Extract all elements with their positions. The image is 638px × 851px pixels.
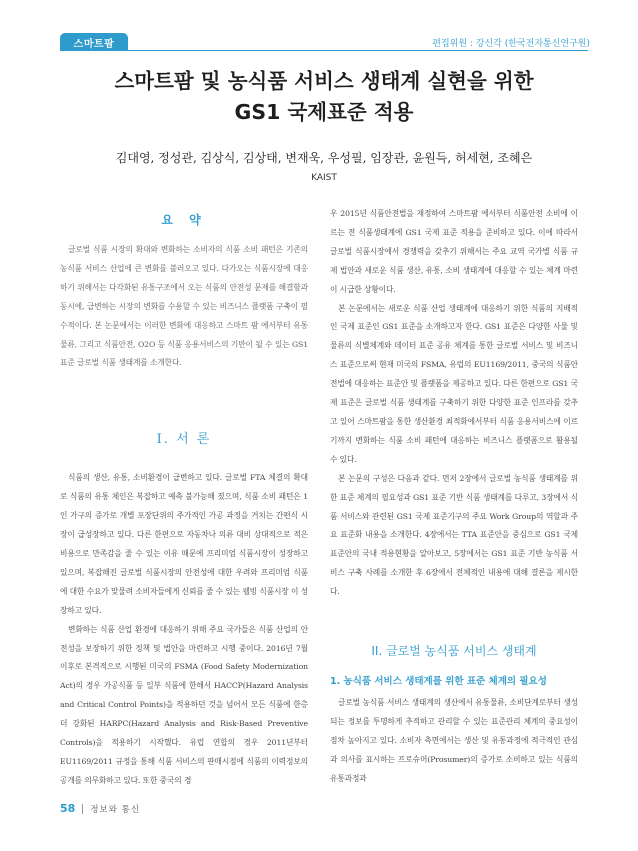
author-list: 김대영, 정성관, 김상식, 김상태, 변재욱, 우성필, 임장관, 윤원득, 허세현, 조혜은 [115, 151, 533, 165]
abstract-heading: 요 약 [161, 213, 207, 227]
body-paragraph: 글로벌 농식품 서비스 생태계의 생산에서 유통물류, 소비단계로부터 생성되는 정보를 투명하게 추적하고 관리할 수 있는 표준관리 체계의 중요성이 점차 높아지고 있다. 소비자 측면에서는 생산 및 유통과정에 적극적인 관심과 의사를 표시하는 프로슈머(Prosumer)의 증가로 소비하고 있는 식품의 유통과정과 [330, 698, 578, 783]
section-1-heading: I. 서 론 [156, 432, 212, 448]
affiliation: KAIST [311, 173, 337, 183]
body-paragraph: 본 논문에서는 새로운 식품 산업 생태계에 대응하기 위한 식품의 지배적인 국제 표준인 GS1 표준을 소개하고자 한다. GS1 표준은 다양한 사물 및 물류의 식별체계와 데이터 표준 공유 체계를 통한 글로벌 서비스 및 비즈니스 표준으로써 현재 미국의 FSMA, 유럽의 EU1169/2011, 중국의 식품안전법에 대응하는 표준안 및 플랫폼을 제공하고 있다. 다른 한편으로 GS1 국제 표준은 글로벌 식품 생태계를 구축하기 위한 다양한 표준 인프라를 갖추고 있어 스마트팜을 통한 생산환경 최적화에서부터 식품 응용서비스에 이르기까지 변화하는 식품 소비 패턴에 대응하는 비즈니스 플랫폼으로 활용될 수 있다. [330, 303, 578, 464]
section-tab: 스마트팜 [60, 33, 128, 51]
editor-note: 편집위원 : 강신각 (한국전자통신연구원) [432, 39, 590, 49]
section-2-heading: II. 글로벌 농식품 서비스 생태계 [371, 644, 537, 659]
title-line-1: 스마트팜 및 농식품 서비스 생태계 실현을 위한 [114, 69, 534, 93]
header-rule [60, 50, 588, 51]
footer-divider [82, 804, 83, 814]
right-column [330, 205, 578, 789]
title-line-2: GS1 국제표준 적용 [234, 100, 414, 124]
subsection-heading: 1. 농식품 서비스 생태계를 위한 표준 체계의 필요성 [330, 676, 547, 688]
magazine-title: 정보와 통신 [90, 804, 141, 815]
left-column [60, 205, 308, 791]
body-paragraph: 변화하는 식품 산업 환경에 대응하기 위해 주요 국가들은 식품 산업의 안전성을 보장하기 위한 정책 및 법안을 마련하고 시행 중이다. 2016년 7월 이후로 본격적으로 시행된 미국의 FSMA (Food Safety Modernization Act)의 경우 가공식품 등 일부 식품에 한해서 HACCP(Hazard Analysis and Critical Control Points)을 적용하던 것을 넘어서 모든 식품에 한층 더 강화된 HARPC(Hazard Analysis and Risk-Based Preventive Controls)을 적용하기 시작했다. 유럽 연합의 경우 2011년부터 EU1169/2011 규정을 통해 식품 서비스의 판매시점에 식품의 이력정보의 공개를 의무화하고 있다. 또한 중국의 경 [60, 624, 308, 785]
body-paragraph: 우 2015년 식품안전법을 재정하여 스마트팜 에서부터 식품안전 소비에 이르는 전 식품생태계에 GS1 국제 표준 적용을 준비하고 있다. 이에 따라서 글로벌 식품시장에서 경쟁력을 갖추기 위해서는 주요 교역 국가별 식품 규제 법안과 새로운 식품 생산, 유통, 소비 생태계에 대응할 수 있는 체계 마련이 시급한 상황이다. [330, 209, 578, 294]
body-paragraph: 본 논문의 구성은 다음과 같다. 먼저 2장에서 글로벌 농식품 생태계를 위한 표준 체계의 필요성과 GS1 표준 기반 식품 생태계를 다루고, 3장에서 식품 서비스와 관련된 GS1 국제 표준기구의 주요 Work Group의 역할과 주요 표준화 내용을 소개한다. 4장에서는 TTA 표준안을 중심으로 GS1 국제표준안의 국내 적용현황을 알아보고, 5장에서는 GS1 표준 기반 농식품 서비스 구축 사례를 소개한 후 6장에서 전체적인 내용에 대해 결론을 제시한다. [330, 473, 578, 597]
page-footer [60, 802, 140, 815]
body-paragraph: 식품의 생산, 유통, 소비환경이 급변하고 있다. 글로벌 FTA 체결의 확대로 식품의 유통 체인은 복잡하고 예측 불가능해 졌으며, 식품 소비 패턴은 1인 가구의 증가로 개별 포장단위의 주가적인 가공 과정을 거치는 간편식 시장이 급성장하고 있다. 다른 한편으로 자동차나 의류 대비 상대적으로 적은 비용으로 만족감을 줄 수 있는 이유 때문에 프리미엄 식품시장이 성장하고 있으며, 복잡해진 글로벌 식품시장의 안전성에 대한 우려와 프리미엄 식품에 대한 수요가 맞물려 소비자들에게 신뢰를 줄 수 있는 웰빙 식품시장 이 성장하고 있다. [60, 473, 308, 615]
abstract-text: 글로벌 식품 시장의 확대와 변화하는 소비자의 식품 소비 패턴은 기존의 농식품 서비스 산업에 큰 변화를 불러오고 있다. 다가오는 식품시장에 대응하기 위해서는 다각화된 유통구조에서 오는 식품의 안전성 문제를 해결함과 동시에, 급변하는 시장의 변화를 수용할 수 있는 비즈니스 플랫폼 구축이 필수적이다. 본 논문에서는 이러한 변화에 대응하고 스마트 팜 에서부터 유통물류, 그리고 식품안전, O2O 등 식품 응용서비스의 기반이 될 수 있는 GS1 표준 글로벌 식품 생태계를 소개한다. [60, 245, 308, 368]
paper-title [60, 66, 588, 128]
page-number: 58 [60, 802, 76, 815]
